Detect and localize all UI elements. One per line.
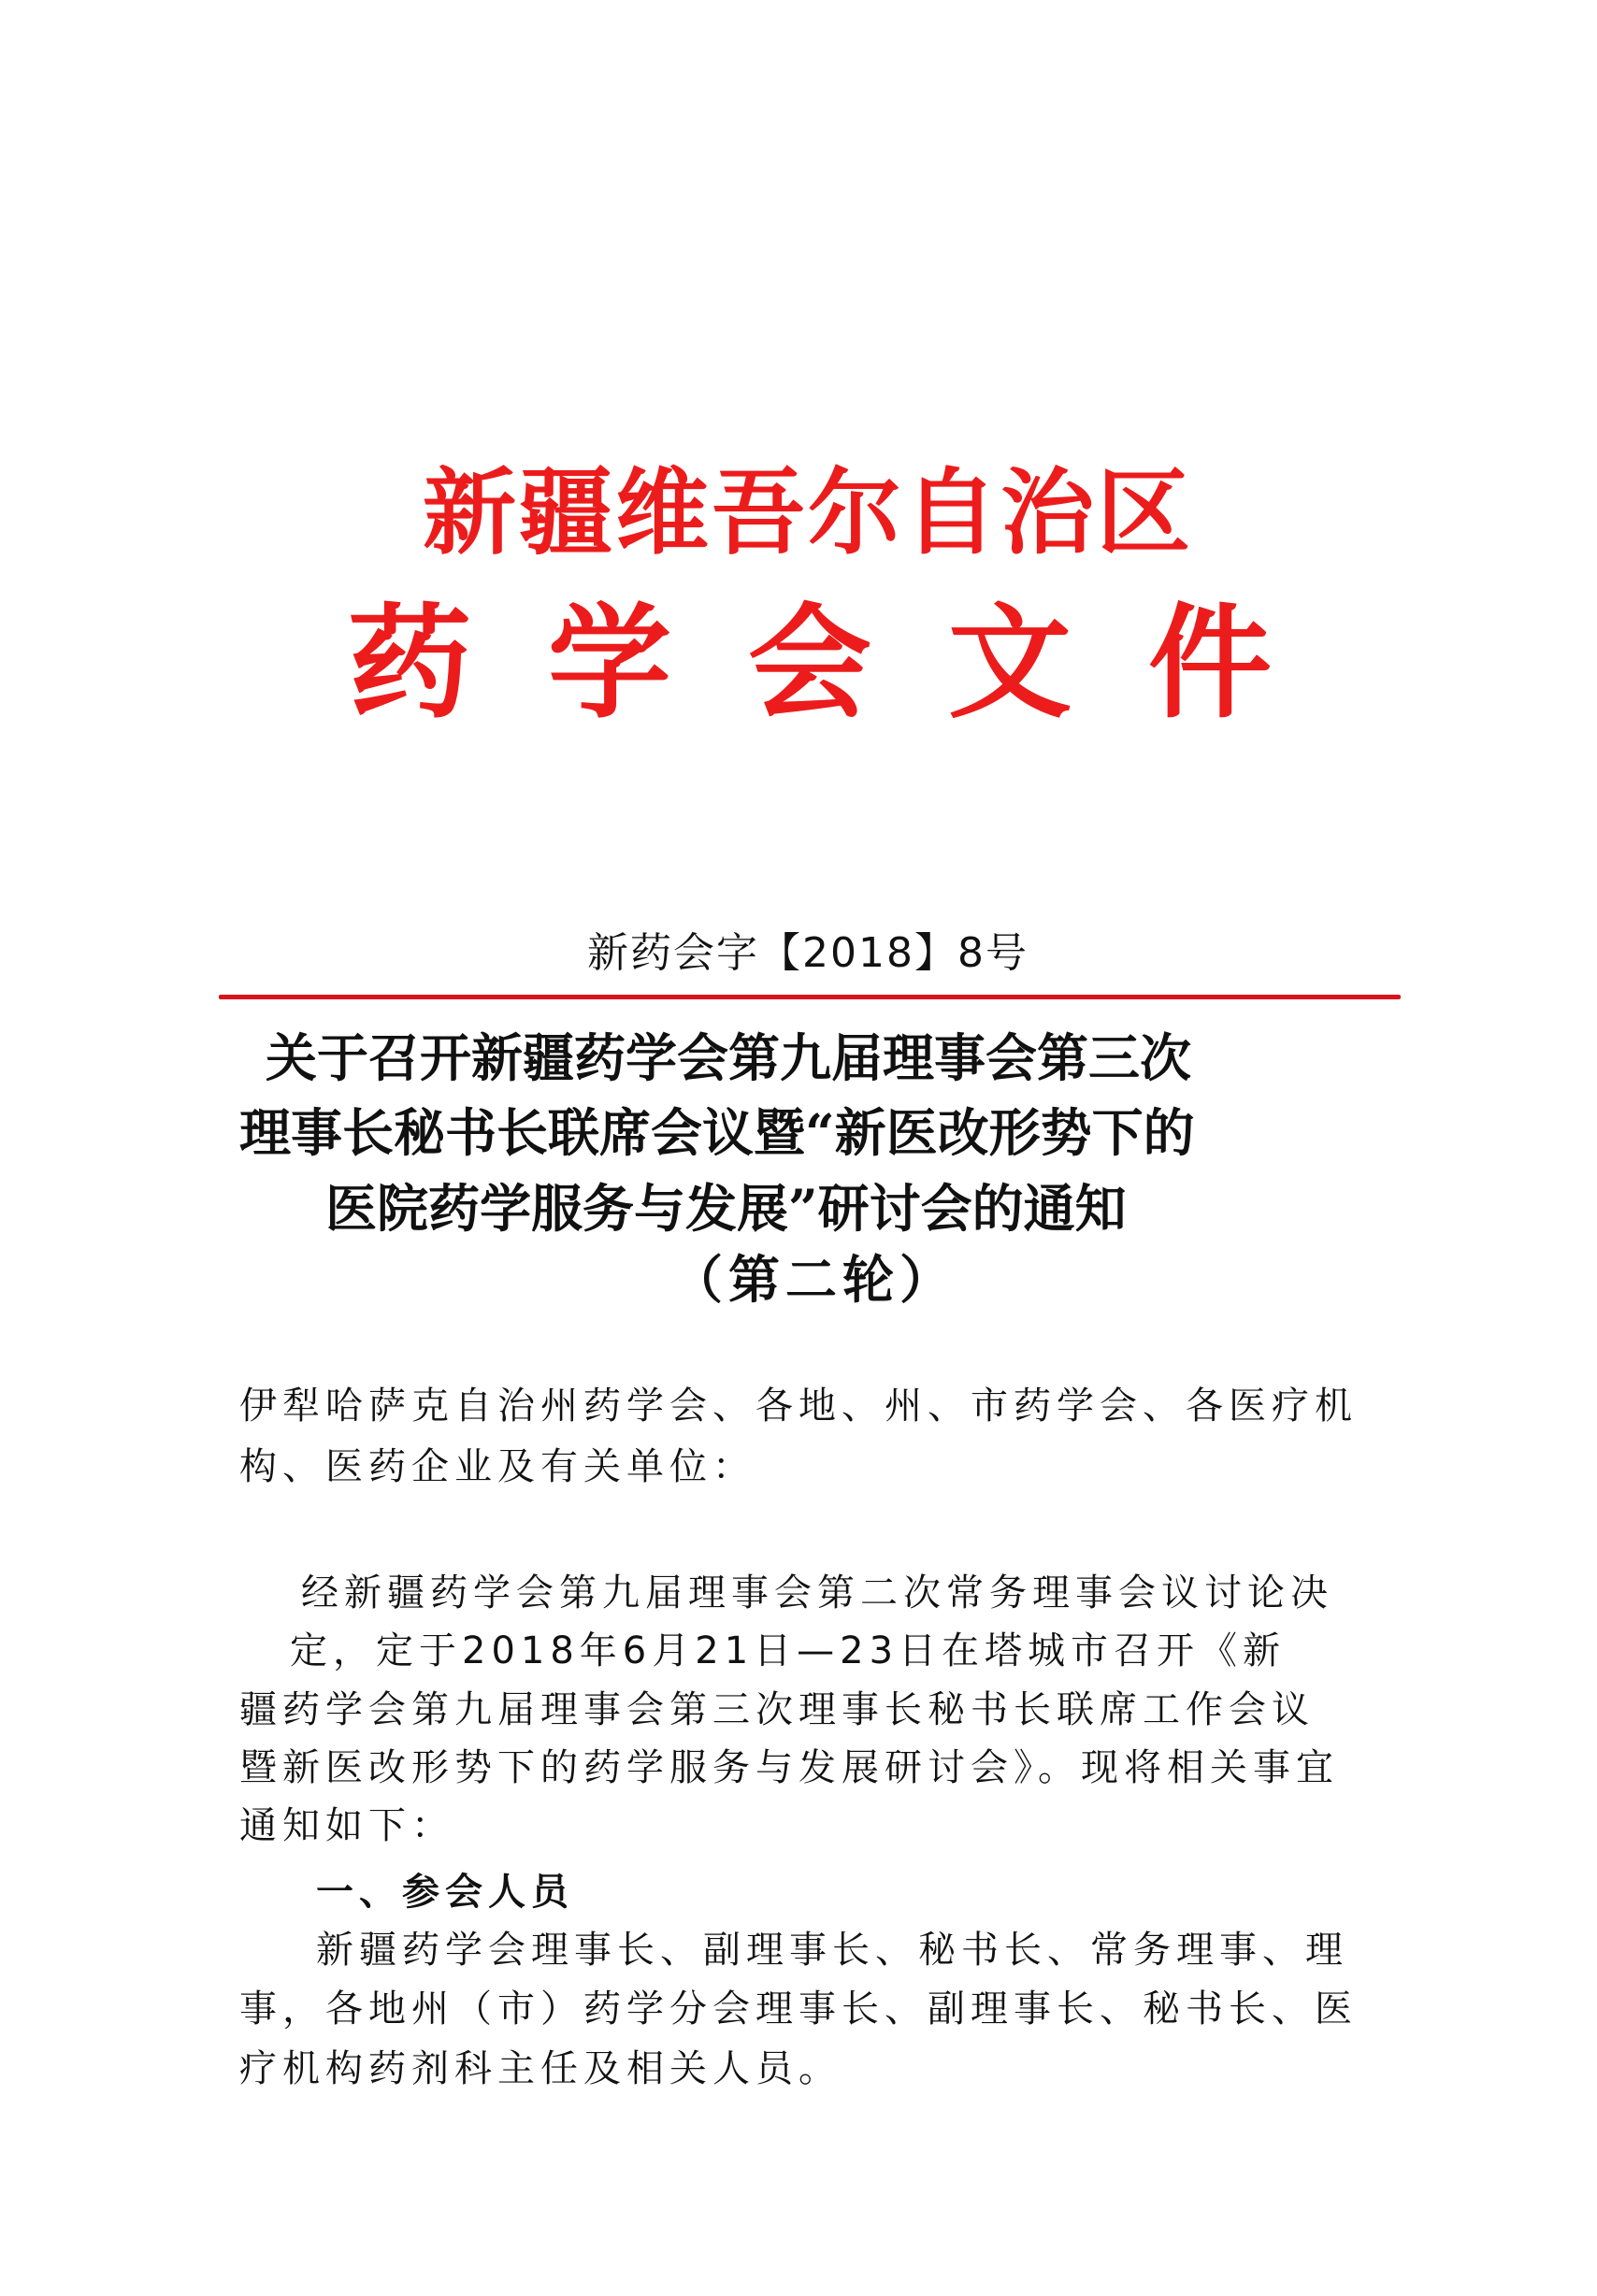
- body-paragraph-line: 疗机构药剂科主任及相关人员。: [239, 2047, 842, 2090]
- document-title-round: （第二轮）: [671, 1249, 957, 1310]
- addressee-line: 构、医药企业及有关单位：: [239, 1445, 755, 1488]
- red-divider-rule: [219, 995, 1401, 999]
- document-title-line: 理事长秘书长联席会议暨“新医改形势下的: [239, 1102, 1195, 1163]
- body-paragraph-line: 疆药学会第九届理事会第三次理事长秘书长联席工作会议: [239, 1688, 1315, 1731]
- body-paragraph-line: 通知如下：: [239, 1804, 454, 1847]
- addressee-line: 伊犁哈萨克自治州药学会、各地、州、市药学会、各医疗机: [239, 1385, 1358, 1428]
- body-paragraph-line: 事，各地州（市）药学分会理事长、副理事长、秘书长、医: [239, 1987, 1358, 2031]
- section-heading: 一、参会人员: [316, 1871, 574, 1914]
- issuer-header-line2: 药学会文件: [348, 591, 1348, 736]
- body-paragraph-line: 经新疆药学会第九届理事会第二次常务理事会议讨论决: [301, 1571, 1333, 1614]
- document-title-line: 关于召开新疆药学会第九届理事会第三次: [266, 1027, 1192, 1088]
- body-paragraph-line: 新疆药学会理事长、副理事长、秘书长、常务理事、理: [316, 1929, 1348, 1972]
- document-number: 新药会字【2018】8号: [587, 929, 1029, 977]
- body-paragraph-line: 定，定于2018年6月21日—23日在塔城市召开《新: [290, 1629, 1287, 1672]
- issuer-header-line1: 新疆维吾尔自治区: [423, 457, 1193, 567]
- body-paragraph-line: 暨新医改形势下的药学服务与发展研讨会》。现将相关事宜: [239, 1746, 1339, 1789]
- document-title-line: 医院药学服务与发展”研讨会的通知: [325, 1178, 1127, 1239]
